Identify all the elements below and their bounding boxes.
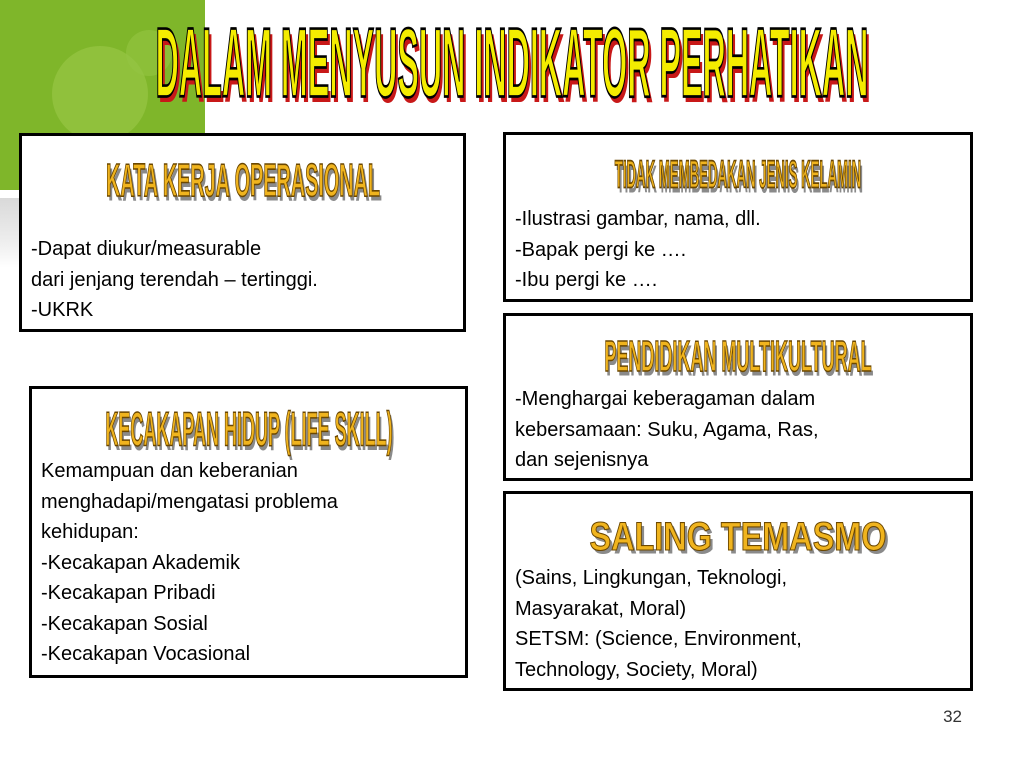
box-text-life-skill: Kemampuan dan keberanian menghadapi/mengatasi problema kehidupan: -Kecakapan Akademik -Kecakapan Pribadi -Kecakapan Sosial -Kecakapan Vocasional — [41, 460, 338, 665]
slide-title: DALAM MENYUSUN INDIKATOR PERHATIKAN — [155, 8, 869, 120]
box-heading-life-skill: KECAKAPAN HIDUP (LIFE SKILL) — [104, 403, 393, 457]
box-text-multikultural: -Menghargai keberagaman dalam kebersamaan: Suku, Agama, Ras, dan sejenisnya — [515, 388, 819, 471]
box-heading-jenis-kelamin: TIDAK MEMBEDAKAN JENIS KELAMIN — [614, 152, 862, 196]
box-text-temasmo: (Sains, Lingkungan, Teknologi, Masyarakat, Moral) SETSM: (Science, Environment, Technology, Society, Moral) — [515, 567, 802, 681]
box-text-jenis-kelamin: -Ilustrasi gambar, nama, dll. -Bapak pergi ke …. -Ibu pergi ke …. — [515, 208, 761, 291]
box-jenis-kelamin — [503, 132, 973, 302]
box-text-kata-kerja: -Dapat diukur/measurable dari jenjang terendah – tertinggi. -UKRK — [31, 238, 318, 321]
box-kata-kerja-operasional — [19, 133, 466, 332]
box-saling-temasmo — [503, 491, 973, 691]
box-heading-kata-kerja: KATA KERJA OPERASIONAL — [105, 155, 380, 207]
box-pendidikan-multikultural — [503, 313, 973, 481]
box-heading-temasmo: SALING TEMASMO — [589, 513, 887, 559]
box-kecakapan-hidup — [29, 386, 468, 678]
box-heading-multikultural: PENDIDIKAN MULTIKULTURAL — [604, 333, 872, 382]
slide-number: 32 — [943, 707, 962, 726]
